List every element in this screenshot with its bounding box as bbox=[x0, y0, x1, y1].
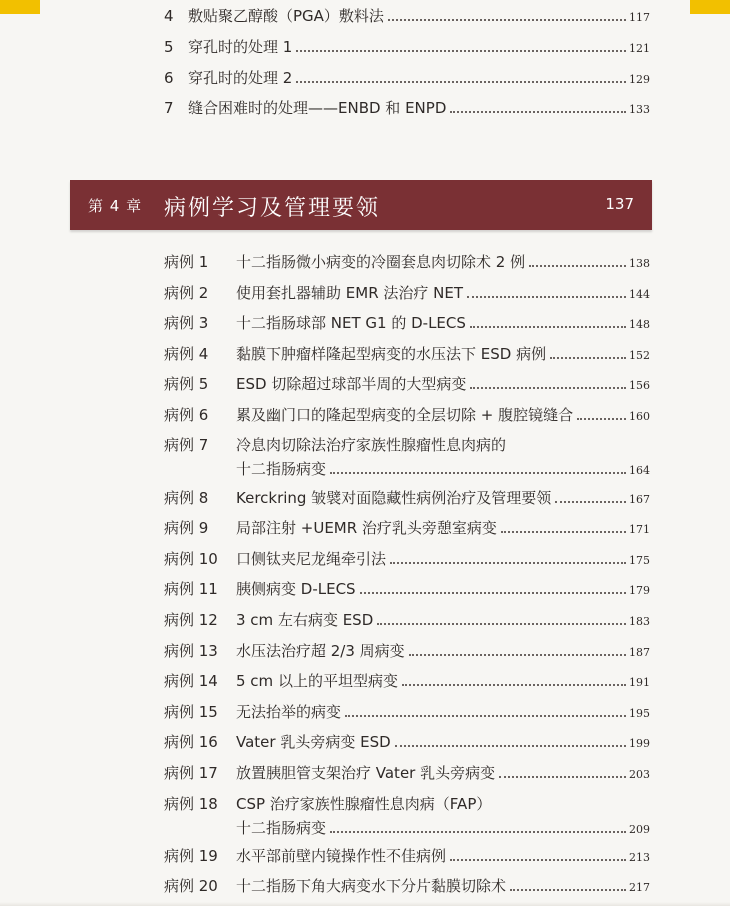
leader-dots bbox=[510, 889, 626, 891]
case-title: 黏膜下肿瘤样隆起型病变的水压法下 ESD 病例 bbox=[236, 345, 547, 363]
case-title: Kerckring 皱襞对面隐藏性病例治疗及管理要领 bbox=[236, 489, 552, 507]
chapter-title: 病例学习及管理要领 bbox=[164, 196, 381, 221]
case-label: 病例 16 bbox=[164, 733, 218, 751]
case-page: 199 bbox=[629, 737, 650, 750]
case-title-line1: CSP 治疗家族性腺瘤性息肉病（FAP） bbox=[236, 795, 492, 813]
leader-dots bbox=[360, 592, 626, 594]
case-label: 病例 2 bbox=[164, 284, 209, 302]
leader-dots bbox=[555, 501, 626, 503]
case-entry-12[interactable] bbox=[164, 610, 650, 632]
case-entry-11[interactable] bbox=[164, 579, 650, 601]
case-label: 病例 1 bbox=[164, 253, 209, 271]
case-entry-1[interactable] bbox=[164, 252, 650, 274]
case-page: 171 bbox=[629, 523, 650, 536]
case-label: 病例 11 bbox=[164, 580, 218, 598]
case-label: 病例 10 bbox=[164, 550, 218, 568]
leader-dots bbox=[409, 654, 626, 656]
case-page: 195 bbox=[629, 707, 650, 720]
leader-dots bbox=[388, 19, 626, 21]
entry-title: 穿孔时的处理 2 bbox=[188, 69, 293, 87]
case-page: 183 bbox=[629, 615, 650, 628]
case-entry-20[interactable] bbox=[164, 876, 650, 898]
entry-title: 缝合困难时的处理——ENBD 和 ENPD bbox=[188, 99, 447, 117]
case-page: 148 bbox=[629, 318, 650, 331]
case-title: 无法抬举的病变 bbox=[236, 703, 342, 721]
case-page: 191 bbox=[629, 676, 650, 689]
case-page: 164 bbox=[629, 464, 650, 477]
case-page: 160 bbox=[629, 410, 650, 423]
case-entry-15[interactable] bbox=[164, 702, 650, 724]
leader-dots bbox=[499, 776, 626, 778]
case-page: 217 bbox=[629, 881, 650, 894]
leader-dots bbox=[529, 265, 626, 267]
entry-page: 121 bbox=[629, 42, 650, 55]
case-entry-10[interactable] bbox=[164, 549, 650, 571]
case-entry-19[interactable] bbox=[164, 846, 650, 868]
case-entry-6[interactable] bbox=[164, 405, 650, 427]
case-page: 152 bbox=[629, 349, 650, 362]
case-title: Vater 乳头旁病变 ESD bbox=[236, 733, 391, 751]
case-label: 病例 15 bbox=[164, 703, 218, 721]
leader-dots bbox=[467, 296, 626, 298]
case-label: 病例 6 bbox=[164, 406, 209, 424]
leader-dots bbox=[470, 387, 626, 389]
leader-dots bbox=[345, 715, 626, 717]
leader-dots bbox=[330, 472, 626, 474]
case-title: 十二指肠微小病变的冷圈套息肉切除术 2 例 bbox=[236, 253, 526, 271]
case-title: 5 cm 以上的平坦型病变 bbox=[236, 672, 398, 690]
entry-title: 敷贴聚乙醇酸（PGA）敷料法 bbox=[188, 7, 384, 25]
entry-number: 7 bbox=[164, 99, 174, 117]
case-entry-7[interactable] bbox=[164, 435, 650, 481]
case-label: 病例 19 bbox=[164, 847, 218, 865]
case-page: 175 bbox=[629, 554, 650, 567]
case-title-line2: 十二指肠病变 bbox=[236, 460, 327, 478]
case-title: 十二指肠球部 NET G1 的 D-LECS bbox=[236, 314, 466, 332]
case-entry-2[interactable] bbox=[164, 283, 650, 305]
leader-dots bbox=[330, 831, 626, 833]
leader-dots bbox=[402, 684, 626, 686]
leader-dots bbox=[470, 326, 626, 328]
case-title: 使用套扎器辅助 EMR 法治疗 NET bbox=[236, 284, 464, 302]
case-page: 213 bbox=[629, 851, 650, 864]
leader-dots bbox=[450, 859, 626, 861]
case-entry-18[interactable] bbox=[164, 794, 650, 840]
case-title: 放置胰胆管支架治疗 Vater 乳头旁病变 bbox=[236, 764, 496, 782]
case-entry-3[interactable] bbox=[164, 313, 650, 335]
toc-entry-4[interactable] bbox=[164, 6, 650, 28]
case-entry-14[interactable] bbox=[164, 671, 650, 693]
leader-dots bbox=[377, 623, 626, 625]
case-title: 口侧钛夹尼龙绳牵引法 bbox=[236, 550, 387, 568]
chapter-number: 第 4 章 bbox=[88, 197, 143, 215]
case-label: 病例 20 bbox=[164, 877, 218, 895]
entry-page: 133 bbox=[629, 103, 650, 116]
toc-entry-7[interactable] bbox=[164, 98, 650, 120]
entry-page: 129 bbox=[629, 73, 650, 86]
entry-title: 穿孔时的处理 1 bbox=[188, 38, 293, 56]
page-tab-left bbox=[0, 0, 40, 14]
case-title: 水平部前壁内镜操作性不佳病例 bbox=[236, 847, 447, 865]
case-label: 病例 9 bbox=[164, 519, 209, 537]
chapter-page: 137 bbox=[605, 195, 634, 213]
case-page: 138 bbox=[629, 257, 650, 270]
entry-page: 117 bbox=[629, 11, 650, 24]
case-label: 病例 3 bbox=[164, 314, 209, 332]
case-entry-8[interactable] bbox=[164, 488, 650, 510]
leader-dots bbox=[550, 357, 626, 359]
case-entry-16[interactable] bbox=[164, 732, 650, 754]
case-title: ESD 切除超过球部半周的大型病变 bbox=[236, 375, 467, 393]
page-tab-right bbox=[690, 0, 730, 14]
case-page: 209 bbox=[629, 823, 650, 836]
leader-dots bbox=[390, 562, 626, 564]
case-page: 187 bbox=[629, 646, 650, 659]
leader-dots bbox=[296, 50, 626, 52]
case-title-line1: 冷息肉切除法治疗家族性腺瘤性息肉病的 bbox=[236, 436, 507, 454]
leader-dots bbox=[450, 111, 626, 113]
case-title: 累及幽门口的隆起型病变的全层切除 + 腹腔镜缝合 bbox=[236, 406, 574, 424]
leader-dots bbox=[501, 531, 626, 533]
case-page: 203 bbox=[629, 768, 650, 781]
case-title: 3 cm 左右病变 ESD bbox=[236, 611, 374, 629]
case-entry-5[interactable] bbox=[164, 374, 650, 396]
case-label: 病例 12 bbox=[164, 611, 218, 629]
case-title: 水压法治疗超 2/3 周病变 bbox=[236, 642, 405, 660]
entry-number: 4 bbox=[164, 7, 174, 25]
case-label: 病例 14 bbox=[164, 672, 218, 690]
case-page: 144 bbox=[629, 288, 650, 301]
case-title: 十二指肠下角大病变水下分片黏膜切除术 bbox=[236, 877, 507, 895]
case-entry-17[interactable] bbox=[164, 763, 650, 785]
case-label: 病例 13 bbox=[164, 642, 218, 660]
entry-number: 6 bbox=[164, 69, 174, 87]
case-title: 胰侧病变 D-LECS bbox=[236, 580, 356, 598]
case-page: 179 bbox=[629, 584, 650, 597]
chapter-heading[interactable] bbox=[70, 180, 652, 230]
case-label: 病例 5 bbox=[164, 375, 209, 393]
toc-entry-5[interactable] bbox=[164, 37, 650, 59]
case-entry-13[interactable] bbox=[164, 641, 650, 663]
case-label: 病例 7 bbox=[164, 436, 209, 454]
case-label: 病例 8 bbox=[164, 489, 209, 507]
case-title-line2: 十二指肠病变 bbox=[236, 819, 327, 837]
case-entry-9[interactable] bbox=[164, 518, 650, 540]
case-label: 病例 18 bbox=[164, 795, 218, 813]
case-page: 167 bbox=[629, 493, 650, 506]
case-label: 病例 4 bbox=[164, 345, 209, 363]
case-title: 局部注射 +UEMR 治疗乳头旁憩室病变 bbox=[236, 519, 497, 537]
case-entry-4[interactable] bbox=[164, 344, 650, 366]
case-page: 156 bbox=[629, 379, 650, 392]
leader-dots bbox=[296, 81, 626, 83]
leader-dots bbox=[577, 418, 626, 420]
toc-entry-6[interactable] bbox=[164, 68, 650, 90]
page-bottom-edge bbox=[0, 902, 730, 906]
case-label: 病例 17 bbox=[164, 764, 218, 782]
leader-dots bbox=[395, 745, 626, 747]
entry-number: 5 bbox=[164, 38, 174, 56]
